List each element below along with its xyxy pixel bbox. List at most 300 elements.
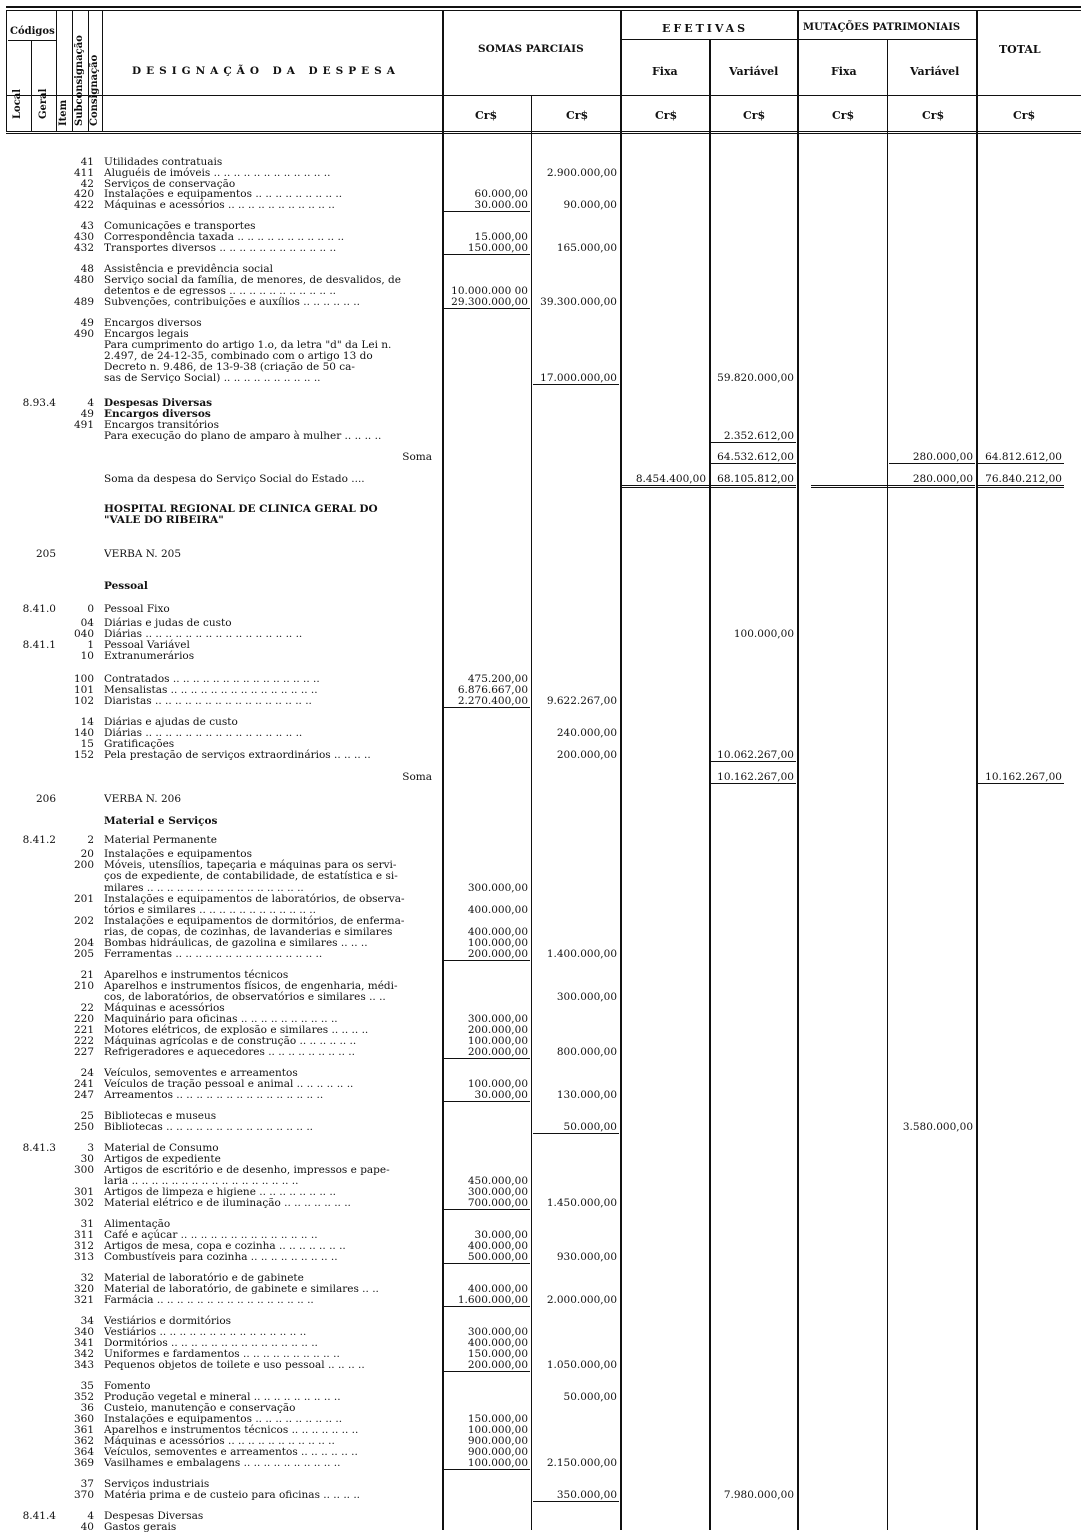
designacao-text: Artigos de expediente [104, 1153, 221, 1165]
subtotal-rule [444, 211, 530, 212]
designacao-text: rias, de copas, de cozinhas, de lavanderias e similares [104, 926, 393, 938]
code-local-geral: 206 [35, 793, 56, 805]
code-item: 360 [73, 1413, 94, 1425]
code-item: 340 [73, 1326, 94, 1338]
code-item: 04 [80, 617, 94, 629]
col-local-label: Local [12, 88, 23, 120]
table-row [0, 296, 1085, 308]
mut-variavel-header: Variável [910, 65, 960, 78]
designacao-text: Máquinas agrícolas e de construção .. .. .. .. .. .. [104, 1035, 357, 1047]
designacao-text: Diárias .. .. .. .. .. .. .. .. .. .. .. .. .. .. .. .. [104, 628, 303, 640]
somas-parciais-1: 10.000.000 00 [451, 285, 528, 297]
code-item: 411 [73, 167, 94, 179]
vline [72, 10, 73, 132]
designacao-text: Máquinas e acessórios [104, 1002, 225, 1014]
somas-parciais-1: 200.000,00 [467, 1024, 528, 1036]
somas-parciais-1: 300.000,00 [467, 1013, 528, 1025]
somas-parciais-1: 29.300.000,00 [451, 296, 528, 308]
table-row [0, 1046, 1085, 1058]
somas-parciais-2: 39.300.000,00 [540, 296, 617, 308]
code-item: 14 [80, 716, 94, 728]
somas-parciais-1: 1.600.000,00 [457, 1294, 528, 1306]
code-item: 101 [73, 684, 94, 696]
table-row [0, 473, 1085, 485]
somas-parciais-1: 400.000,00 [467, 1283, 528, 1295]
subtotal-rule [978, 463, 1064, 464]
somas-parciais-2: 1.400.000,00 [546, 948, 617, 960]
code-item: 320 [73, 1283, 94, 1295]
code-item: 491 [73, 419, 94, 431]
mutacoes-variavel-value: 3.580.000,00 [902, 1121, 973, 1133]
designacao-text: VERBA N. 206 [104, 793, 182, 805]
somas-parciais-2: 1.050.000,00 [546, 1359, 617, 1371]
code-item: 102 [73, 695, 94, 707]
table-row [0, 199, 1085, 211]
somas-parciais-2: 50.000,00 [563, 1391, 617, 1403]
designacao-text: Utilidades contratuais [104, 156, 223, 168]
code-item: 302 [73, 1197, 94, 1209]
subtotal-rule [711, 442, 796, 443]
code-item: 0 [87, 603, 94, 615]
designacao-text: Diárias .. .. .. .. .. .. .. .. .. .. .. .. .. .. .. .. [104, 727, 303, 739]
designacao-text: Arreamentos .. .. .. .. .. .. .. .. .. .. .. .. .. .. .. [104, 1089, 324, 1101]
vline [6, 10, 7, 132]
somas-parciais-1: 100.000,00 [467, 1078, 528, 1090]
designacao-text: tórios e similares .. .. .. .. .. .. .. .. .. .. .. .. [104, 904, 316, 916]
code-item: 32 [80, 1272, 94, 1284]
somas-parciais-2: 930.000,00 [556, 1251, 617, 1263]
designacao-text: Artigos de mesa, copa e cozinha .. .. .. .. .. .. .. [104, 1240, 346, 1252]
mutacoes-variavel-value: 280.000,00 [912, 473, 973, 485]
code-local-geral: 8.41.1 [22, 639, 56, 651]
code-item: 48 [80, 263, 94, 275]
somas-parciais-2: 200.000,00 [556, 749, 617, 761]
designacao-text: Gratificações [104, 738, 175, 750]
somas-parciais-header: SOMAS PARCIAIS [478, 43, 584, 55]
table-row [0, 749, 1085, 761]
code-item: 300 [73, 1164, 94, 1176]
designacao-text: Bibliotecas .. .. .. .. .. .. .. .. .. .. .. .. .. .. .. [104, 1121, 313, 1133]
col-consignacao-label: Consignação [89, 54, 100, 126]
designacao-text: Assistência e previdência social [104, 263, 274, 275]
designacao-text: Pessoal Variável [104, 639, 190, 651]
designacao-text: Transportes diversos .. .. .. .. .. .. .. .. .. .. .. .. [104, 242, 337, 254]
designacao-text: Comunicações e transportes [104, 220, 256, 232]
somas-parciais-1: 15.000,00 [474, 231, 528, 243]
table-row [0, 815, 1085, 827]
code-item: 422 [73, 199, 94, 211]
subtotal-rule [444, 707, 530, 708]
table-row [0, 650, 1085, 662]
code-item: 2 [87, 834, 94, 846]
code-item: 210 [73, 980, 94, 992]
efetivas-variavel-value: 68.105.812,00 [717, 473, 794, 485]
efetivas-variavel-value: 59.820.000,00 [717, 372, 794, 384]
somas-parciais-2: 50.000,00 [563, 1121, 617, 1133]
somas-parciais-1: 100.000,00 [467, 1424, 528, 1436]
code-item: 10 [80, 650, 94, 662]
designacao-text: Instalações e equipamentos .. .. .. .. .. .. .. .. .. [104, 1413, 343, 1425]
somas-parciais-1: 900.000,00 [467, 1435, 528, 1447]
subtotal-rule [711, 463, 796, 464]
table-row [0, 580, 1085, 592]
designacao-text: Fomento [104, 1380, 151, 1392]
somas-parciais-2: 2.150.000,00 [546, 1457, 617, 1469]
col-geral-label: Geral [38, 88, 49, 120]
table-row [0, 372, 1085, 384]
code-item: 49 [80, 408, 94, 420]
subtotal-rule [889, 463, 975, 464]
table-row [0, 451, 1085, 463]
table-row [0, 1457, 1085, 1469]
code-item: 202 [73, 915, 94, 927]
somas-parciais-1: 100.000,00 [467, 937, 528, 949]
table-row [0, 514, 1085, 526]
somas-parciais-2: 2.000.000,00 [546, 1294, 617, 1306]
somas-parciais-1: 150.000,00 [467, 1348, 528, 1360]
designacao-text: Custeio, manutenção e conservação [104, 1402, 296, 1414]
designacao-text: Artigos de escritório e de desenho, impressos e pape- [104, 1164, 390, 1176]
code-item: 49 [80, 317, 94, 329]
designacao-text: milares .. .. .. .. .. .. .. .. .. .. .. .. .. .. .. .. [104, 882, 304, 894]
designacao-text: Farmácia .. .. .. .. .. .. .. .. .. .. .. .. .. .. .. .. [104, 1294, 314, 1306]
subtotal-rule [533, 384, 619, 385]
somas-parciais-1: 30.000.00 [474, 199, 528, 211]
code-item: 3 [87, 1142, 94, 1154]
efetivas-fixa-value: 8.454.400,00 [635, 473, 706, 485]
code-item: 420 [73, 188, 94, 200]
efetivas-header: EFETIVAS [662, 22, 749, 35]
code-item: 25 [80, 1110, 94, 1122]
table-row [0, 1089, 1085, 1101]
table-row [0, 771, 1085, 783]
designacao-text: VERBA N. 205 [104, 548, 182, 560]
vline [31, 40, 32, 132]
code-item: 4 [87, 1510, 94, 1522]
somas-parciais-1: 300.000,00 [467, 882, 528, 894]
somas-parciais-1: 400.000,00 [467, 926, 528, 938]
efetivas-underline [622, 39, 977, 40]
currency-ef-fixa: Cr$ [655, 109, 678, 122]
somas-parciais-1: 30.000,00 [474, 1229, 528, 1241]
subtotal-rule [444, 1263, 530, 1264]
code-item: 430 [73, 231, 94, 243]
designacao-text: Soma da despesa do Serviço Social do Estado .... [104, 473, 365, 485]
code-item: 152 [73, 749, 94, 761]
header-bottom-rule [6, 131, 1081, 134]
total-double-rule [811, 485, 975, 488]
somas-parciais-1: 150.000,00 [467, 1413, 528, 1425]
mut-fixa-header: Fixa [831, 65, 857, 78]
code-item: 040 [73, 628, 94, 640]
table-row [0, 1121, 1085, 1133]
somas-parciais-1: 900.000,00 [467, 1446, 528, 1458]
table-row [0, 834, 1085, 846]
code-item: 30 [80, 1153, 94, 1165]
subtotal-rule [444, 1101, 530, 1102]
designacao-text: Máquinas e acessórios .. .. .. .. .. .. .. .. .. .. .. [104, 199, 335, 211]
designacao-text: Pessoal Fixo [104, 603, 170, 615]
code-item: 311 [73, 1229, 94, 1241]
designacao-text: Dormitórios .. .. .. .. .. .. .. .. .. .. .. .. .. .. .. [104, 1337, 318, 1349]
subtotal-rule [533, 1501, 619, 1502]
code-item: 36 [80, 1402, 94, 1414]
somas-parciais-1: 100.000,00 [467, 1035, 528, 1047]
designacao-text: Serviço social da família, de menores, de desvalidos, de [104, 274, 401, 286]
vline [56, 10, 57, 132]
designacao-text: Serviços de conservação [104, 178, 236, 190]
table-row [0, 948, 1085, 960]
code-item: 20 [80, 848, 94, 860]
code-item: 204 [73, 937, 94, 949]
code-item: 40 [80, 1521, 94, 1533]
currency-mut-var: Cr$ [922, 109, 945, 122]
code-local-geral: 8.41.3 [22, 1142, 56, 1154]
table-row [0, 548, 1085, 560]
code-item: 4 [87, 397, 94, 409]
somas-parciais-2: 90.000,00 [563, 199, 617, 211]
designacao-text: Para cumprimento do artigo 1.o, da letra "d" da Lei n. [104, 339, 392, 351]
table-row [0, 1489, 1085, 1501]
code-item: 432 [73, 242, 94, 254]
designacao-text: Diárias e ajudas de custo [104, 716, 238, 728]
currency-mut-fixa: Cr$ [832, 109, 855, 122]
code-item: 341 [73, 1337, 94, 1349]
designacao-text: detentos e de egressos .. .. .. .. .. .. .. .. .. .. .. [104, 285, 337, 297]
total-value: 10.162.267,00 [985, 771, 1062, 783]
somas-parciais-1: 200.000,00 [467, 1046, 528, 1058]
code-item: 490 [73, 328, 94, 340]
code-item: 362 [73, 1435, 94, 1447]
efetivas-variavel-header: Variável [729, 65, 779, 78]
currency-somas2: Cr$ [566, 109, 589, 122]
somas-parciais-1: 400.000,00 [467, 1240, 528, 1252]
designacao-text: Vasilhames e embalagens .. .. .. .. .. .. .. .. .. .. [104, 1457, 341, 1469]
designacao-text: Despesas Diversas [104, 397, 213, 409]
designacao-text: Vestiários e dormitórios [104, 1315, 232, 1327]
code-item: 15 [80, 738, 94, 750]
designacao-text: Material de laboratório e de gabinete [104, 1272, 304, 1284]
designacao-text: Instalações e equipamentos de dormitórios, de enferma- [104, 915, 405, 927]
somas-parciais-1: 400.000,00 [467, 1337, 528, 1349]
designacao-text: Correspondência taxada .. .. .. .. .. .. .. .. .. .. .. [104, 231, 345, 243]
code-item: 222 [73, 1035, 94, 1047]
code-item: 37 [80, 1478, 94, 1490]
top-rule [6, 6, 1081, 8]
efetivas-fixa-header: Fixa [652, 65, 678, 78]
somas-parciais-2: 9.622.267,00 [546, 695, 617, 707]
subtotal-rule [444, 1306, 530, 1307]
designacao-text: Bombas hidráulicas, de gazolina e similares .. .. .. [104, 937, 368, 949]
subtotal-rule [444, 1209, 530, 1210]
somas-parciais-2: 1.450.000,00 [546, 1197, 617, 1209]
code-local-geral: 8.41.0 [22, 603, 56, 615]
code-local-geral: 8.41.4 [22, 1510, 56, 1522]
somas-parciais-1: 2.270.400,00 [457, 695, 528, 707]
designacao-text: Veículos, semoventes e arreamentos [104, 1067, 298, 1079]
subtotal-rule [711, 783, 796, 784]
code-item: 352 [73, 1391, 94, 1403]
designacao-text: Ferramentas .. .. .. .. .. .. .. .. .. .. .. .. .. .. .. [104, 948, 323, 960]
designacao-text: Pessoal [104, 580, 148, 592]
code-item: 140 [73, 727, 94, 739]
designacao-text: Material elétrico e de iluminação .. .. .. .. .. .. .. [104, 1197, 351, 1209]
designacao-text: Máquinas e acessórios .. .. .. .. .. .. .. .. .. .. .. [104, 1435, 335, 1447]
designacao-text: Soma [402, 771, 432, 783]
code-item: 21 [80, 969, 94, 981]
code-item: 342 [73, 1348, 94, 1360]
code-item: 43 [80, 220, 94, 232]
designacao-text: Contratados .. .. .. .. .. .. .. .. .. .. .. .. .. .. .. [104, 673, 320, 685]
code-item: 31 [80, 1218, 94, 1230]
efetivas-variavel-value: 64.532.612,00 [717, 451, 794, 463]
table-row [0, 430, 1085, 442]
somas-parciais-1: 300.000,00 [467, 1326, 528, 1338]
designacao-text: sas de Serviço Social) .. .. .. .. .. .. .. .. .. .. [104, 372, 321, 384]
designacao-header: DESIGNAÇÃO DA DESPESA [132, 65, 400, 77]
designacao-text: Diaristas .. .. .. .. .. .. .. .. .. .. .. .. .. .. .. .. [104, 695, 312, 707]
designacao-text: Instalações e equipamentos .. .. .. .. .. .. .. .. .. [104, 188, 343, 200]
code-item: 34 [80, 1315, 94, 1327]
designacao-text: Material Permanente [104, 834, 217, 846]
subtotal-rule [444, 308, 530, 309]
efetivas-variavel-value: 100.000,00 [733, 628, 794, 640]
designacao-text: 2.497, de 24-12-35, combinado com o artigo 13 do [104, 350, 373, 362]
designacao-text: Decreto n. 9.486, de 13-9-38 (criação de 50 ca- [104, 361, 355, 373]
table-row [0, 1197, 1085, 1209]
designacao-text: Aparelhos e instrumentos técnicos .. .. .. .. .. .. .. [104, 1424, 359, 1436]
code-item: 35 [80, 1380, 94, 1392]
code-item: 221 [73, 1024, 94, 1036]
code-item: 41 [80, 156, 94, 168]
designacao-text: Para execução do plano de amparo à mulher .. .. .. .. [104, 430, 382, 442]
subtotal-rule [444, 960, 530, 961]
code-item: 321 [73, 1294, 94, 1306]
designacao-text: Encargos diversos [104, 408, 211, 420]
designacao-text: Pela prestação de serviços extraordinários .. .. .. .. [104, 749, 371, 761]
somas-parciais-1: 6.876.667,00 [457, 684, 528, 696]
designacao-text: Soma [402, 451, 432, 463]
designacao-text: Encargos legais [104, 328, 189, 340]
code-item: 241 [73, 1078, 94, 1090]
code-item: 364 [73, 1446, 94, 1458]
designacao-text: Veículos de tração pessoal e animal .. .. .. .. .. .. [104, 1078, 354, 1090]
somas-parciais-2: 800.000,00 [556, 1046, 617, 1058]
designacao-text: Produção vegetal e mineral .. .. .. .. .. .. .. .. .. [104, 1391, 341, 1403]
somas-parciais-1: 300.000,00 [467, 1186, 528, 1198]
designacao-text: Móveis, utensílios, tapeçaria e máquinas para os servi- [104, 859, 397, 871]
designacao-text: ços de expediente, de contabilidade, de estatística e si- [104, 870, 398, 882]
code-item: 100 [73, 673, 94, 685]
designacao-text: Aluguéis de imóveis .. .. .. .. .. .. .. .. .. .. .. .. [104, 167, 331, 179]
designacao-text: Encargos diversos [104, 317, 202, 329]
somas-parciais-2: 2.900.000,00 [546, 167, 617, 179]
subtotal-rule [978, 783, 1064, 784]
code-item: 247 [73, 1089, 94, 1101]
designacao-text: Diárias e judas de custo [104, 617, 232, 629]
col-subconsignacao-label: Subconsignação [74, 35, 85, 126]
table-row [0, 1359, 1085, 1371]
total-value: 76.840.212,00 [985, 473, 1062, 485]
subtotal-rule [711, 761, 796, 762]
code-item: 227 [73, 1046, 94, 1058]
somas-parciais-1: 30.000,00 [474, 1089, 528, 1101]
designacao-text: Uniformes e fardamentos .. .. .. .. .. .. .. .. .. .. [104, 1348, 340, 1360]
code-item: 312 [73, 1240, 94, 1252]
somas-parciais-1: 200.000,00 [467, 1359, 528, 1371]
code-item: 24 [80, 1067, 94, 1079]
efetivas-variavel-value: 7.980.000,00 [723, 1489, 794, 1501]
designacao-text: Bibliotecas e museus [104, 1110, 217, 1122]
code-local-geral: 8.93.4 [22, 397, 56, 409]
total-double-rule [622, 485, 796, 488]
somas-parciais-2: 165.000,00 [556, 242, 617, 254]
table-row [0, 870, 1085, 882]
designacao-text: HOSPITAL REGIONAL DE CLINICA GERAL DO [104, 503, 378, 515]
code-item: 361 [73, 1424, 94, 1436]
code-item: 369 [73, 1457, 94, 1469]
somas-parciais-1: 500.000,00 [467, 1251, 528, 1263]
somas-parciais-1: 150.000,00 [467, 242, 528, 254]
designacao-text: Material de laboratório, de gabinete e similares .. .. [104, 1283, 379, 1295]
designacao-text: Instalações e equipamentos de laboratórios, de observa- [104, 893, 405, 905]
somas-parciais-1: 475.200,00 [467, 673, 528, 685]
table-row [0, 242, 1085, 254]
somas-parciais-1: 60.000,00 [474, 188, 528, 200]
designacao-text: Material de Consumo [104, 1142, 219, 1154]
designacao-text: Artigos de limpeza e higiene .. .. .. .. .. .. .. .. [104, 1186, 337, 1198]
somas-parciais-2: 130.000,00 [556, 1089, 617, 1101]
efetivas-variavel-value: 10.062.267,00 [717, 749, 794, 761]
designacao-text: Refrigeradores e aquecedores .. .. .. .. .. .. .. .. .. [104, 1046, 355, 1058]
designacao-text: "VALE DO RIBEIRA" [104, 514, 224, 526]
table-row [0, 603, 1085, 615]
somas-parciais-1: 400.000,00 [467, 904, 528, 916]
designacao-text: Maquinário para oficinas .. .. .. .. .. .. .. .. .. .. [104, 1013, 338, 1025]
designacao-text: Café e açúcar .. .. .. .. .. .. .. .. .. .. .. .. .. .. [104, 1229, 318, 1241]
designacao-text: laria .. .. .. .. .. .. .. .. .. .. .. .. .. .. .. .. .. [104, 1175, 299, 1187]
total-header: TOTAL [999, 43, 1041, 56]
designacao-text: Alimentação [104, 1218, 171, 1230]
somas-parciais-1: 450.000,00 [467, 1175, 528, 1187]
subtotal-rule [444, 1058, 530, 1059]
total-double-rule [978, 485, 1064, 488]
top-rule-thin [6, 10, 1081, 11]
code-item: 200 [73, 859, 94, 871]
code-item: 301 [73, 1186, 94, 1198]
designacao-text: Vestiários .. .. .. .. .. .. .. .. .. .. .. .. .. .. .. [104, 1326, 307, 1338]
somas-parciais-1: 100.000,00 [467, 1457, 528, 1469]
designacao-text: Motores elétricos, de explosão e similares .. .. .. .. [104, 1024, 369, 1036]
subtotal-rule [444, 254, 530, 255]
designacao-text: Material e Serviços [104, 815, 218, 827]
somas-parciais-2: 350.000,00 [556, 1489, 617, 1501]
code-item: 42 [80, 178, 94, 190]
designacao-text: Combustíveis para cozinha .. .. .. .. .. .. .. .. .. [104, 1251, 338, 1263]
subtotal-rule [444, 1371, 530, 1372]
code-item: 250 [73, 1121, 94, 1133]
table-row [0, 1251, 1085, 1263]
designacao-text: Veículos, semoventes e arreamentos .. .. .. .. .. .. [104, 1446, 358, 1458]
vline [102, 10, 103, 132]
designacao-text: Serviços industriais [104, 1478, 210, 1490]
designacao-text: Extranumerários [104, 650, 195, 662]
codigos-label: Códigos [10, 26, 55, 37]
somas-parciais-2: 300.000,00 [556, 991, 617, 1003]
code-local-geral: 205 [35, 548, 56, 560]
efetivas-variavel-value: 10.162.267,00 [717, 771, 794, 783]
code-local-geral: 8.41.2 [22, 834, 56, 846]
